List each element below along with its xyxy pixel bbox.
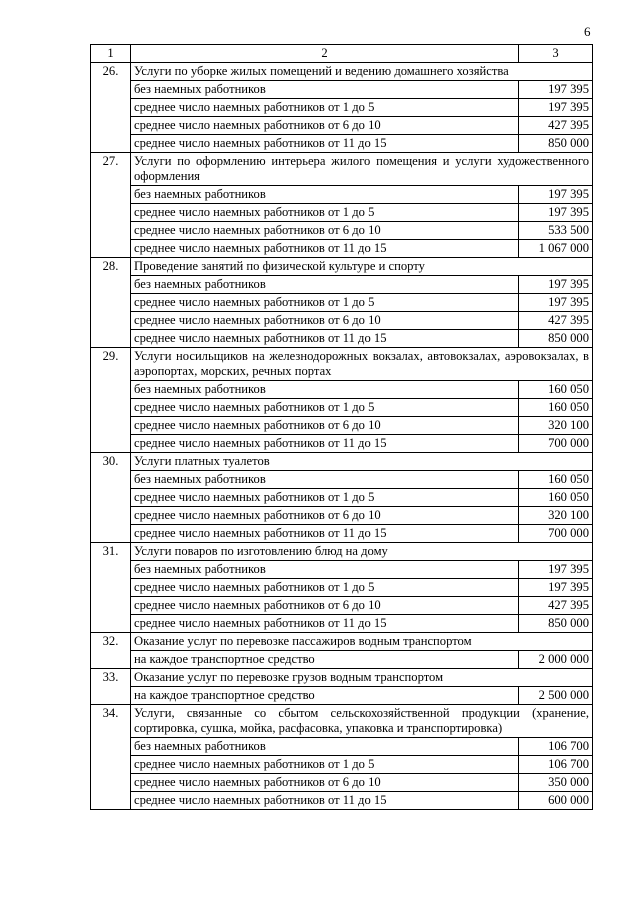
row-label: без наемных работников — [131, 471, 519, 489]
row-label: на каждое транспортное средство — [131, 687, 519, 705]
row-value: 106 700 — [519, 738, 593, 756]
table-row — [91, 81, 593, 99]
section-number: 28. — [91, 258, 131, 348]
section-row — [91, 705, 593, 738]
row-label: на каждое транспортное средство — [131, 651, 519, 669]
row-value: 850 000 — [519, 615, 593, 633]
row-label: среднее число наемных работников от 1 до 5 — [131, 489, 519, 507]
row-value: 1 067 000 — [519, 240, 593, 258]
row-label: среднее число наемных работников от 1 до 5 — [131, 579, 519, 597]
row-value: 427 395 — [519, 117, 593, 135]
section-row — [91, 543, 593, 561]
section-title: Услуги платных туалетов — [131, 453, 593, 471]
section-title: Услуги носильщиков на железнодорожных вокзалах, автовокзалах, аэровокзалах, в аэропортах, морских, речных портах — [131, 348, 593, 381]
row-label: среднее число наемных работников от 1 до 5 — [131, 756, 519, 774]
row-value: 850 000 — [519, 330, 593, 348]
row-label: среднее число наемных работников от 11 до 15 — [131, 135, 519, 153]
row-label: среднее число наемных работников от 1 до 5 — [131, 399, 519, 417]
row-value: 700 000 — [519, 435, 593, 453]
section-title: Услуги поваров по изготовлению блюд на дому — [131, 543, 593, 561]
row-label: среднее число наемных работников от 11 до 15 — [131, 435, 519, 453]
table-row — [91, 774, 593, 792]
section-title: Услуги по оформлению интерьера жилого помещения и услуги художественного оформления — [131, 153, 593, 186]
row-label: среднее число наемных работников от 1 до 5 — [131, 99, 519, 117]
row-label: без наемных работников — [131, 81, 519, 99]
table-row — [91, 240, 593, 258]
row-value: 850 000 — [519, 135, 593, 153]
table-row — [91, 792, 593, 810]
row-label: среднее число наемных работников от 11 до 15 — [131, 792, 519, 810]
section-number: 26. — [91, 63, 131, 153]
section-number: 31. — [91, 543, 131, 633]
table-row — [91, 330, 593, 348]
section-row — [91, 633, 593, 651]
row-label: среднее число наемных работников от 6 до 10 — [131, 597, 519, 615]
table-row — [91, 135, 593, 153]
table-row — [91, 276, 593, 294]
tax-rates-table — [90, 44, 593, 810]
section-title: Услуги, связанные со сбытом сельскохозяйственной продукции (хранение, сортировка, сушка, мойка, расфасовка, упаковка и транспортировка) — [131, 705, 593, 738]
row-label: без наемных работников — [131, 276, 519, 294]
row-label: среднее число наемных работников от 11 до 15 — [131, 330, 519, 348]
section-number: 27. — [91, 153, 131, 258]
row-value: 533 500 — [519, 222, 593, 240]
table-row — [91, 186, 593, 204]
column-header-2: 2 — [131, 45, 519, 63]
table-row — [91, 399, 593, 417]
section-title: Оказание услуг по перевозке грузов водным транспортом — [131, 669, 593, 687]
table-row — [91, 381, 593, 399]
section-number: 34. — [91, 705, 131, 810]
row-label: без наемных работников — [131, 561, 519, 579]
row-value: 197 395 — [519, 276, 593, 294]
page-number: 6 — [584, 24, 591, 39]
section-number: 32. — [91, 633, 131, 669]
table-row — [91, 579, 593, 597]
table-row — [91, 489, 593, 507]
section-number: 30. — [91, 453, 131, 543]
row-value: 197 395 — [519, 99, 593, 117]
column-header-3: 3 — [519, 45, 593, 63]
section-title: Проведение занятий по физической культуре и спорту — [131, 258, 593, 276]
row-value: 197 395 — [519, 561, 593, 579]
row-value: 600 000 — [519, 792, 593, 810]
table-row — [91, 597, 593, 615]
row-value: 2 500 000 — [519, 687, 593, 705]
row-value: 160 050 — [519, 471, 593, 489]
row-label: без наемных работников — [131, 186, 519, 204]
table-body — [91, 45, 593, 810]
table-row — [91, 615, 593, 633]
table-row — [91, 435, 593, 453]
row-label: среднее число наемных работников от 11 до 15 — [131, 240, 519, 258]
table-row — [91, 471, 593, 489]
table-row — [91, 117, 593, 135]
table-row — [91, 561, 593, 579]
row-value: 197 395 — [519, 204, 593, 222]
row-label: среднее число наемных работников от 1 до 5 — [131, 294, 519, 312]
row-value: 106 700 — [519, 756, 593, 774]
row-label: среднее число наемных работников от 11 до 15 — [131, 615, 519, 633]
section-row — [91, 63, 593, 81]
table-row — [91, 525, 593, 543]
section-title: Услуги по уборке жилых помещений и ведению домашнего хозяйства — [131, 63, 593, 81]
section-number: 33. — [91, 669, 131, 705]
row-value: 2 000 000 — [519, 651, 593, 669]
row-value: 320 100 — [519, 507, 593, 525]
row-value: 197 395 — [519, 186, 593, 204]
row-label: без наемных работников — [131, 381, 519, 399]
table-row — [91, 222, 593, 240]
row-value: 197 395 — [519, 81, 593, 99]
row-value: 427 395 — [519, 597, 593, 615]
section-title: Оказание услуг по перевозке пассажиров водным транспортом — [131, 633, 593, 651]
section-row — [91, 258, 593, 276]
row-label: среднее число наемных работников от 6 до 10 — [131, 222, 519, 240]
row-value: 197 395 — [519, 579, 593, 597]
table-row — [91, 651, 593, 669]
row-label: среднее число наемных работников от 6 до 10 — [131, 417, 519, 435]
row-value: 700 000 — [519, 525, 593, 543]
table-row — [91, 99, 593, 117]
section-row — [91, 153, 593, 186]
row-label: среднее число наемных работников от 6 до 10 — [131, 117, 519, 135]
table-header-row — [91, 45, 593, 63]
table-row — [91, 294, 593, 312]
row-value: 350 000 — [519, 774, 593, 792]
row-value: 197 395 — [519, 294, 593, 312]
row-label: среднее число наемных работников от 6 до 10 — [131, 774, 519, 792]
section-number: 29. — [91, 348, 131, 453]
row-label: среднее число наемных работников от 6 до 10 — [131, 507, 519, 525]
section-row — [91, 669, 593, 687]
column-header-1: 1 — [91, 45, 131, 63]
table-row — [91, 312, 593, 330]
row-label: среднее число наемных работников от 11 до 15 — [131, 525, 519, 543]
section-row — [91, 453, 593, 471]
section-row — [91, 348, 593, 381]
table-row — [91, 687, 593, 705]
row-value: 160 050 — [519, 381, 593, 399]
row-value: 160 050 — [519, 489, 593, 507]
row-value: 320 100 — [519, 417, 593, 435]
row-label: без наемных работников — [131, 738, 519, 756]
row-label: среднее число наемных работников от 6 до 10 — [131, 312, 519, 330]
row-value: 160 050 — [519, 399, 593, 417]
row-label: среднее число наемных работников от 1 до 5 — [131, 204, 519, 222]
table-row — [91, 756, 593, 774]
row-value: 427 395 — [519, 312, 593, 330]
table-row — [91, 417, 593, 435]
table-row — [91, 507, 593, 525]
table-row — [91, 204, 593, 222]
table-row — [91, 738, 593, 756]
